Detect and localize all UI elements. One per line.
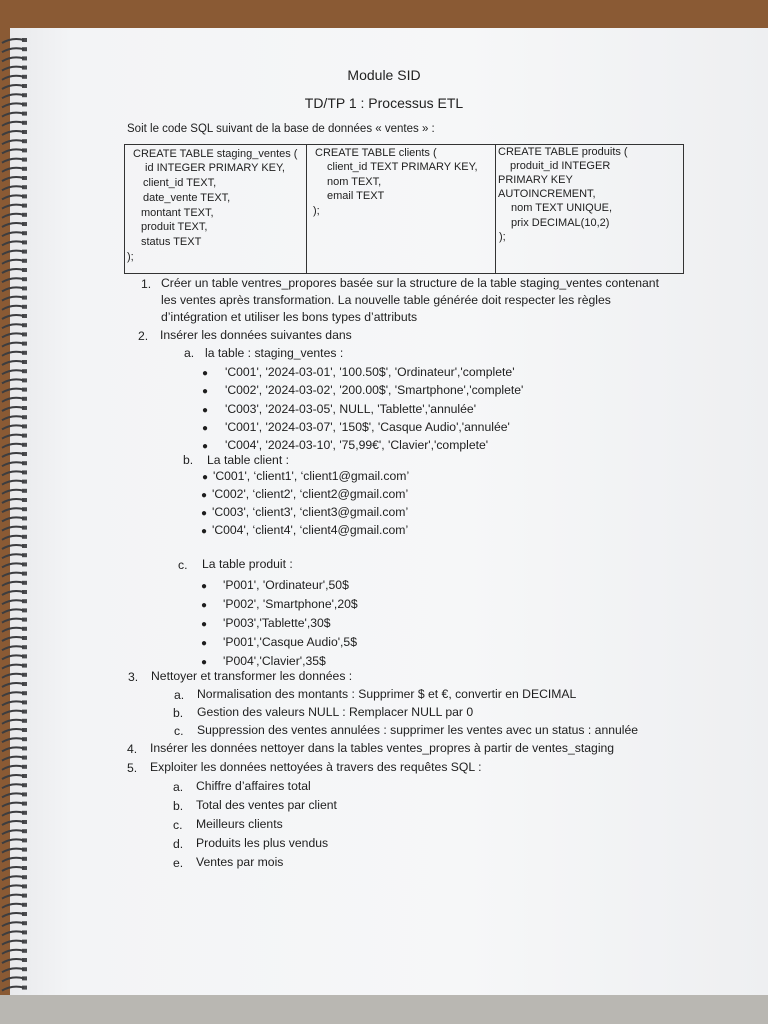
bullet: ● [201,526,208,537]
sql-line: ); [313,205,320,217]
bullet: ● [201,638,208,649]
bullet: ● [201,581,208,592]
q5-sub-label: d. [173,837,184,851]
sql-line: ); [127,251,134,263]
spiral-binding-icon [0,28,34,995]
question-1-line: les ventes après transformation. La nouvelle table générée doit respecter les règles [161,293,611,307]
sql-line: client_id TEXT, [143,177,217,189]
sub-c-label: c. [178,558,188,572]
question-3-number: 3. [128,670,139,684]
q5-sub-label: a. [173,780,184,794]
sub-b-title: La table client : [207,453,289,467]
bullet: ● [201,619,208,630]
client-row: 'C001', ‘client1', ‘client1@gmail.com’ [213,469,410,483]
sql-line: date_vente TEXT, [143,192,231,204]
sub-a-title: la table : staging_ventes : [205,346,344,360]
product-row: 'P003','Tablette',30$ [223,616,331,630]
sql-line: CREATE TABLE produits ( [498,146,628,158]
sql-line: status TEXT [141,236,202,248]
bullet: ● [202,441,209,452]
q5-sub-text: Total des ventes par client [196,798,337,812]
question-2-text: Insérer les données suivantes dans [160,328,352,342]
sub-b-label: b. [183,453,194,467]
table-divider [306,145,307,273]
client-row: 'C002', ‘client2', ‘client2@gmail.com’ [212,487,409,501]
question-1-number: 1. [141,277,152,291]
sql-line: id INTEGER PRIMARY KEY, [145,162,285,174]
sql-line: client_id TEXT PRIMARY KEY, [327,161,478,173]
sql-line: CREATE TABLE staging_ventes ( [133,148,298,160]
question-3-text: Nettoyer et transformer les données : [151,669,353,683]
sub-a-label: a. [184,346,195,360]
q5-sub-text: Chiffre d’affaires total [196,779,311,793]
product-row: 'P001','Casque Audio',5$ [223,635,357,649]
bullet: ● [202,423,209,434]
client-row: 'C003', ‘client3', ‘client3@gmail.com’ [212,505,409,519]
sql-line: montant TEXT, [141,207,214,219]
question-4-number: 4. [127,742,138,756]
table-divider [495,145,496,273]
bullet: ● [202,472,209,483]
sql-code-table [124,144,684,274]
bullet: ● [201,600,208,611]
staging-row: 'C004', '2024-03-10', '75,99€', 'Clavier','complete' [225,438,489,452]
sql-line: AUTOINCREMENT, [498,188,596,200]
module-title: Module SID [347,67,421,83]
staging-row: 'C001', '2024-03-07', '150$', 'Casque Audio','annulée' [225,420,510,434]
q5-sub-text: Produits les plus vendus [196,836,329,850]
tp-title: TD/TP 1 : Processus ETL [304,95,464,111]
desk-surface [0,995,768,1024]
staging-row: 'C001', '2024-03-01', '100.50$', 'Ordinateur','complete' [225,365,515,379]
bullet: ● [201,490,208,501]
intro-text: Soit le code SQL suivant de la base de données « ventes » : [127,123,435,135]
bullet: ● [201,508,208,519]
product-row: 'P001', 'Ordinateur',50$ [223,578,349,592]
question-1-line: Créer un table ventres_propores basée sur la structure de la table staging_ventes contenant [161,276,659,290]
bullet: ● [202,405,209,416]
q3-sub-text: Normalisation des montants : Supprimer $ et €, convertir en DECIMAL [197,687,577,701]
sql-line: ); [499,231,506,243]
product-row: 'P004','Clavier',35$ [223,654,326,668]
q3-sub-text: Gestion des valeurs NULL : Remplacer NULL par 0 [197,705,474,719]
q5-sub-label: e. [173,856,184,870]
q3-sub-label: a. [174,688,185,702]
sql-line: nom TEXT, [327,176,382,188]
q3-sub-label: b. [173,706,184,720]
q5-sub-label: b. [173,799,184,813]
sql-line: PRIMARY KEY [498,174,573,186]
q3-sub-text: Suppression des ventes annulées : supprimer les ventes avec un status : annulée [197,723,639,737]
question-1-line: d’intégration et utiliser les bons types d’attributs [161,310,418,324]
q5-sub-text: Ventes par mois [196,855,284,869]
q3-sub-label: c. [174,724,184,738]
q5-sub-label: c. [173,818,183,832]
sub-c-title: La table produit : [202,557,293,571]
question-5-text: Exploiter les données nettoyées à travers des requêtes SQL : [150,760,482,774]
bullet: ● [202,386,209,397]
question-2-number: 2. [138,329,149,343]
question-5-number: 5. [127,761,138,775]
bullet: ● [202,368,209,379]
bullet: ● [201,657,208,668]
sql-line: CREATE TABLE clients ( [315,147,437,159]
sql-line: produit_id INTEGER [510,160,611,172]
staging-row: 'C003', '2024-03-05', NULL, 'Tablette','annulée' [225,402,477,416]
sql-line: produit TEXT, [141,221,208,233]
sql-line: prix DECIMAL(10,2) [511,217,610,229]
q5-sub-text: Meilleurs clients [196,817,283,831]
sql-line: nom TEXT UNIQUE, [511,202,613,214]
client-row: 'C004', ‘client4', ‘client4@gmail.com’ [212,523,409,537]
product-row: 'P002', 'Smartphone',20$ [223,597,358,611]
sql-line: email TEXT [327,190,385,202]
question-4-text: Insérer les données nettoyer dans la tables ventes_propres à partir de ventes_staging [150,741,615,755]
staging-row: 'C002', '2024-03-02', '200.00$', 'Smartphone','complete' [225,383,524,397]
